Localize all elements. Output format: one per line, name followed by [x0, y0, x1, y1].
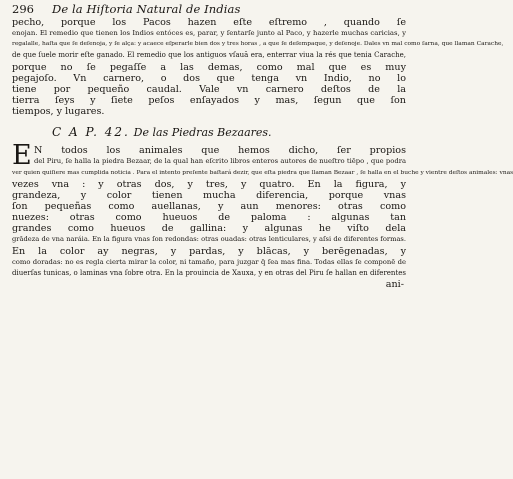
- text-line: ſon pequeñas como auellanas, y aun menores: otras como: [12, 200, 406, 212]
- chapter-title: De las Piedras Bezaares.: [133, 126, 272, 140]
- text-line: diuerſas tunicas, o laminas vna ſobre otra. En la prouincia de Xauxa, y en otras del Piru ſe hallan en diferentes: [12, 268, 406, 277]
- chapter-label: C A P. 42.: [52, 125, 130, 140]
- text-line: tierra ſeys y ſiete peſos enſayados y mas, ſegun que ſon: [12, 94, 406, 106]
- paragraph-bezaar: [12, 140, 513, 279]
- text-line: de que ſuele morir eſte ganado. El remedio que los antiguos vſauā era, enterrar viua la rés que tenia Carache,: [12, 51, 406, 60]
- text-line: nuezes: otras como hueuos de paloma : algunas tan: [12, 212, 406, 224]
- text-line: como doradas: no es regla cierta mirar la color, ni tamaño, para juzgar q̄ ſea mas fina. Todas ellas ſe componē de: [12, 257, 406, 266]
- text-line: N todos los animales que hemos dicho, ſer propios: [34, 145, 406, 157]
- text-line: tiene por pequeño caudal. Vale vn carnero deſtos de la: [12, 83, 406, 95]
- paragraph-pacos: [12, 17, 504, 118]
- running-title: De la Hiſtoria Natural de Indias: [52, 2, 241, 16]
- page-number: 296: [12, 2, 34, 16]
- catchword: ani-: [385, 278, 404, 290]
- text-line: pecho, porque los Pacos hazen eſte eſtremo , quando ſe: [12, 17, 406, 28]
- text-line: del Piru, ſe halla la piedra Bezaar, de la qual han eſcrito libros enteros autores de nueſtro tiēpo , que podra: [34, 157, 406, 166]
- text-line: grādeza de vna naráia. En la figura vnas ſon redondas: otras ouadas: otras lenticulares, y aſsi de diferentes formas.: [12, 235, 406, 244]
- text-line: porque no ſe pegaſſe a las demas, como mal que es muy: [12, 61, 406, 73]
- text-line: tiempos, y lugares.: [12, 106, 105, 118]
- chapter-heading: [52, 123, 406, 141]
- running-head: [12, 2, 406, 16]
- text-line: regalalle, haſta que ſe deſenoja, y ſe alça: y acaece eſperarle bien dos y tres horas , a que ſe deſempaque, y deſenoje. Dales vn mal como ſarna, que llaman Carache,: [12, 41, 504, 48]
- text-line: grandes como hueuos de gallina: y algunas he viſto dela: [12, 223, 406, 235]
- text-line: En la color ay negras, y pardas, y blācas, y berēgenadas, y: [12, 245, 406, 257]
- drop-cap: E: [12, 140, 32, 172]
- text-line: pegajoſo. Vn carnero, o dos que tenga vn Indio, no lo: [12, 72, 406, 84]
- text-line: enojan. El remedio que tienen los Indios entóces es, parar, y ſentarſe junto al Paco, y hazerle muchas caricias, y: [12, 29, 406, 38]
- text-line: vezes vna : y otras dos, y tres, y quatro. En la figura, y: [12, 178, 406, 190]
- text-line: ver quien quiſiere mas cumplida noticia . Para el intento preſente baſtará dezir, que eſta piedra que llaman Bezaar , ſe halla en el buche y vientre deſtos animales: vnas: [12, 169, 513, 176]
- text-line: grandeza, y color tienen mucha diferencia, porque vnas: [12, 189, 406, 201]
